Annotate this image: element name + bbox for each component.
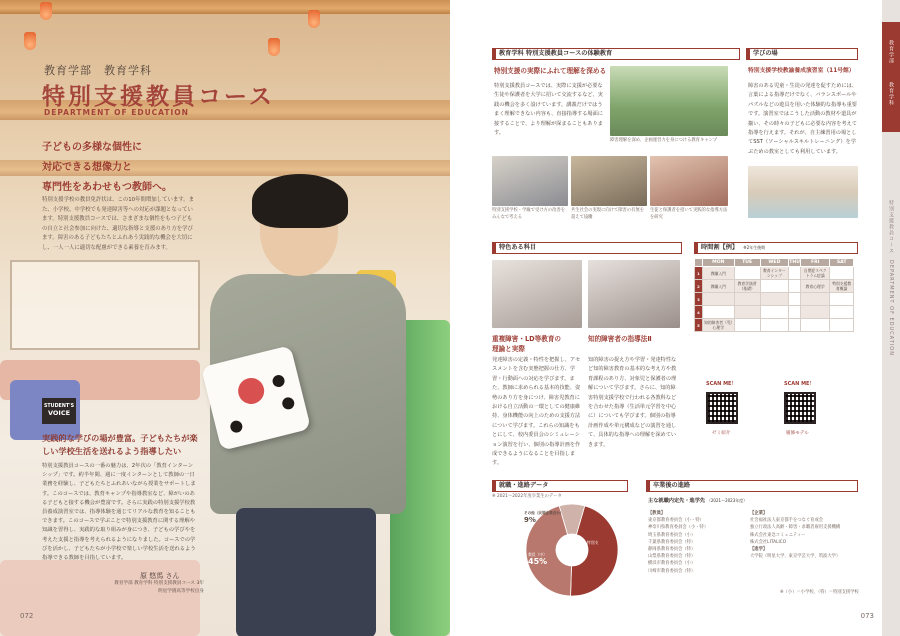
qr-code-model[interactable]	[784, 392, 816, 424]
timetable-cell	[830, 319, 854, 332]
catch-line: 専門性をあわせもつ教師へ。	[42, 182, 172, 193]
timetable-cell: 教職入門	[703, 280, 735, 293]
course2-photo	[588, 260, 680, 328]
timetable-day: WED	[760, 259, 789, 267]
period-number: 3	[695, 293, 703, 306]
voice-body-text: 特別支援教員コースの一番の魅力は、2年次の「教育インターンシップ」です。約半年間、週に一度インターンとして教師の一日業務を経験し、子どもたちとふれあいながら授業をサポートします。このコースでは、教育キャンプや指導教室など、障がいのある子どもと接する機会が豊富です。さらに実践の特別支援学校教員養成演習室では、指導体験を通じてリアルな教育を知ることもできます。このコースで学ぶことで特別支援教育に関する理解や知識を習得し、実践的な取り組みが身につき、子どもの学びやを考えた支援と指導を考えられるようになりました。コースでの学びを活かし、子どもたちが小学校で楽しい学校生活を送れるよう指導できる教師を目指しています。	[42, 463, 196, 562]
timetable-cell	[830, 293, 854, 306]
voice-headline: 実践的な学びの場が豊富。子どもたちが楽しい学校生活を送れるよう指導したい	[42, 433, 198, 456]
parents-photo	[650, 156, 728, 206]
timetable-day: MON	[703, 259, 735, 267]
classroom-photo	[492, 156, 568, 206]
period-number: 5	[695, 319, 703, 332]
timetable-cell	[789, 293, 801, 306]
timetable-cell	[703, 293, 735, 306]
pie-label-elementary	[568, 540, 602, 560]
timetable-cell	[734, 319, 760, 332]
career-item: 【進学】	[750, 547, 768, 553]
career-subtitle-text: 主な就職内定先・進学先	[648, 498, 706, 504]
course2-title: 知的障害者の指導法Ⅱ	[588, 335, 652, 343]
course1-title	[492, 334, 584, 354]
career-note: ※（小）＝小学校、（特）＝特別支援学校	[780, 590, 859, 595]
page-number-right: 073	[860, 612, 874, 620]
period-number: 2	[695, 280, 703, 293]
career-item: 東京都教育委員会（小・特）	[648, 518, 704, 524]
timetable	[694, 258, 854, 332]
section-title-employment: 就職・進路データ	[492, 480, 628, 492]
qr-caption-model: 履修モデル	[786, 431, 809, 436]
timetable-row	[695, 319, 854, 332]
timetable-cell	[800, 293, 829, 306]
career-item: 株式会社LITALICO	[750, 539, 787, 545]
practice-room-photo	[748, 166, 858, 218]
course1-title-line: 理論と実際	[492, 345, 525, 353]
pendant-lamp	[308, 10, 320, 28]
timetable-cell	[760, 280, 789, 293]
section-title-career: 卒業後の進路	[646, 480, 858, 492]
timetable-note: ※2年生後期	[743, 245, 766, 250]
section-title-experience: 教育学科 特別支援教員コースの体験教育	[492, 48, 740, 60]
timetable-cell	[703, 306, 735, 319]
timetable-cell	[789, 306, 801, 319]
dice-pip	[281, 396, 296, 411]
student-hair	[252, 174, 348, 228]
affiliation-line: 教育学部 教育学科 特別支援教員コース 3年	[114, 581, 204, 586]
career-list-companies	[750, 510, 860, 560]
place-subtitle: 特別支援学校教諭養成演習室（11号館）	[748, 68, 855, 74]
career-item: 大学院（明星大学、東京学芸大学、筑波大学）	[750, 554, 841, 560]
pendant-lamp	[40, 2, 52, 20]
side-text-department: 教育学科	[888, 82, 894, 106]
dice-pip	[271, 374, 286, 389]
timetable-row	[695, 306, 854, 319]
career-item: 社会福祉法人東京都手をつなぐ育成会	[750, 518, 824, 524]
course-title: 特別支援教員コース	[42, 84, 275, 110]
career-list-teachers	[648, 510, 746, 575]
student-name: 原 悠馬 さん	[140, 572, 180, 580]
catch-line: 子どもの多様な個性に	[42, 142, 142, 153]
career-item: 独立行政法人高齢・障害・求職者雇用支援機構	[750, 525, 841, 531]
place-text: 障害のある児童・生徒の発達を促すためには、言葉による指導だけでなく、バランスボールやパズルなどの遊具を用いた体験的な指導も重要です。演習室ではこうした活動の教材や道具が揃い、その時々の子どもに必要な内容を考えて指導を行えます。それが、自主練習用の場としてSST（ソーシャルスキルトレーニング）を学ぶための教室としても利用しています。	[748, 83, 857, 155]
page-number-left: 072	[20, 612, 34, 620]
timetable-corner	[695, 259, 703, 267]
career-item: 【企業】	[750, 511, 768, 516]
pie-label-text: 教員（中）	[528, 552, 547, 557]
department-english: DEPARTMENT OF EDUCATION	[44, 108, 189, 117]
career-item: 山梨県教育委員会（特）	[648, 554, 696, 560]
pie-label-pct: 9%	[524, 515, 536, 524]
timetable-cell	[734, 267, 760, 280]
course-intro-text: 特別支援学校の教員免許状は、この10年間増加しています。また、小学校、中学校でも発達障害等への対応が課題となっています。特別支援教員コースでは、さまざまな個性をもつ子どもの自立と社会参加に向けた、適切な指導と支援のあり方を学びます。障害のある子どもたちとふれあう実践的な機会を大切にし、一人一人に適切な配慮ができる素養を育みます。	[42, 197, 194, 251]
timetable-cell: 知的障害者（児）心理学	[704, 320, 733, 330]
timetable-cell: 教育学演習（基礎）	[734, 280, 760, 293]
career-item: 株式会社東急コミュニティー	[750, 532, 806, 538]
career-subtitle	[648, 496, 747, 506]
timetable-cell	[800, 319, 829, 332]
career-item: 千葉県教育委員会（特）	[648, 539, 696, 545]
pendant-lamp	[268, 38, 280, 56]
right-page	[450, 0, 900, 636]
career-subtitle-note: （2021〜2023年度）	[706, 498, 748, 503]
dice-pip	[229, 419, 244, 434]
pie-label-other	[524, 510, 564, 523]
timetable-cell	[760, 319, 789, 332]
section-title-timetable	[694, 242, 858, 254]
experience-subtitle: 特別支援の実際にふれて理解を深める	[494, 67, 607, 75]
catch-line: 対応できる想像力と	[42, 162, 132, 173]
timetable-header-row	[695, 259, 854, 267]
timetable-title: 時間割【例】	[701, 244, 739, 251]
timetable-cell: 教職入門	[703, 267, 735, 280]
parents-photo-caption: 生徒と保護者を招いて実践的な指導方法を研究	[650, 208, 728, 220]
timetable-cell	[734, 306, 760, 319]
career-item: 【教員】	[648, 511, 666, 516]
cooperation-photo	[571, 156, 647, 206]
camp-photo-caption: 障害理解を深め、企画運営力を身につける教育キャンプ	[610, 138, 718, 143]
student-voice-tag	[42, 398, 76, 424]
timetable-day: SAT	[830, 259, 854, 267]
timetable-cell	[789, 319, 801, 332]
pendant-lamp	[24, 32, 36, 50]
timetable-cell: 教育心理学	[800, 280, 829, 293]
timetable-cell: 特別支援教育概論	[830, 280, 854, 293]
section-title-place: 学びの場	[746, 48, 858, 60]
timetable-day: TUE	[734, 259, 760, 267]
employment-note: ※ 2021〜2022年度卒業生のデータ	[492, 494, 562, 499]
background-shelf	[10, 260, 200, 350]
timetable-cell	[734, 293, 760, 306]
timetable-row	[695, 267, 854, 280]
course1-photo	[492, 260, 582, 328]
section-title-features: 特色ある科目	[492, 242, 682, 254]
career-item: 横浜市教育委員会（小）	[648, 561, 696, 567]
timetable-cell	[800, 306, 829, 319]
side-index-active	[882, 22, 900, 132]
affiliation-line: 明星学園高等学校出身	[158, 588, 204, 594]
timetable-cell	[760, 293, 789, 306]
classroom-photo-caption: 特別支援学校・学級で受け方の改善をみんなで考える	[492, 208, 566, 220]
timetable-cell	[789, 267, 801, 280]
scan-me-label: SCAN ME！	[706, 381, 737, 387]
pie-label-text: その他（民間企業含む）	[524, 511, 564, 515]
side-text-faculty: 教育学部	[888, 40, 894, 64]
cooperation-photo-caption: 共生社会の実現に向けて障害の有無を超えて協働	[571, 208, 645, 220]
career-item: 静岡県教育委員会（特）	[648, 547, 696, 553]
ceiling-wood-band	[0, 0, 450, 14]
timetable-cell	[830, 306, 854, 319]
department-line: 教育学部 教育学科	[44, 64, 152, 77]
timetable-cell	[760, 306, 789, 319]
qr-code-seminar[interactable]	[706, 392, 738, 424]
timetable-cell	[789, 280, 801, 293]
student-pants	[236, 508, 376, 636]
camp-photo	[610, 66, 728, 136]
timetable-row	[695, 280, 854, 293]
career-item: 川崎市教育委員会（特）	[648, 568, 696, 574]
voice-tag-line: STUDENT'S	[43, 404, 75, 409]
period-number: 4	[695, 306, 703, 319]
timetable-day: FRI	[800, 259, 829, 267]
timetable-cell: 自閉症スペクトラム症論	[800, 267, 829, 280]
timetable-row	[695, 293, 854, 306]
dice-pip	[235, 375, 267, 407]
experience-text: 特別支援教員コースでは、実際に支援が必要な生徒や保護者を大学に招いて交流するなど、実践の機会を多く設けています。講義だけではうまく理解できない内容も、直接指導する場面に接することで、より理解が深まることもあります。	[494, 83, 603, 137]
period-number: 1	[695, 267, 703, 280]
course2-text: 知的障害の捉え方や学習・発達特性など知的障害教育の基本的な考え方や教育課程のあり方、対象児と保護者の理解について学びます。さらに、知的障害特別支援学校で行われる各教科などを合わせた指導（生活単元学習を中心に）についても学びます。個別の指導計画作成や単元構成などの演習を通して、具体的な指導への理解を深めていきます。	[588, 357, 677, 448]
voice-tag-line: VOICE	[47, 409, 71, 417]
pie-label-text: 教員（小・特別支援）	[568, 540, 599, 552]
career-item: 埼玉県教育委員会（小）	[648, 532, 696, 538]
career-item: 神奈川県教育委員会（小・特）	[648, 525, 709, 531]
pie-label-pct: 46%	[568, 551, 588, 560]
timetable-day: THU	[789, 260, 800, 265]
timetable-cell	[830, 267, 854, 280]
pie-label-junior	[528, 552, 560, 565]
pie-label-pct: 45%	[528, 556, 548, 566]
timetable-cell: 教育インターンシップ	[760, 267, 789, 280]
course1-text: 発達障害の定義・特性を把握し、アセスメントを含む実態把握の仕方、学習・行動面への対応を学びます。また、教師に求められる基本的技能、姿勢のあり方を身につけ、障害児教育における自立活動の一環としての健康維持、身体機能の向上のための支援方法について学びます。これらの知識をもとにして、校内委員会のシミュレーション演習を行い、個別の指導計画を作成できるようになることを目指します。	[492, 357, 581, 467]
course1-title-line: 重複障害・LD等教育の	[492, 335, 562, 343]
student-affiliation	[92, 580, 204, 595]
scan-me-label: SCAN ME！	[784, 381, 815, 387]
catch-copy	[42, 138, 202, 198]
side-text-course: 特別支援教員コース DEPARTMENT OF EDUCATION	[888, 200, 894, 356]
qr-caption-seminar: ゼミ紹介	[712, 431, 731, 436]
